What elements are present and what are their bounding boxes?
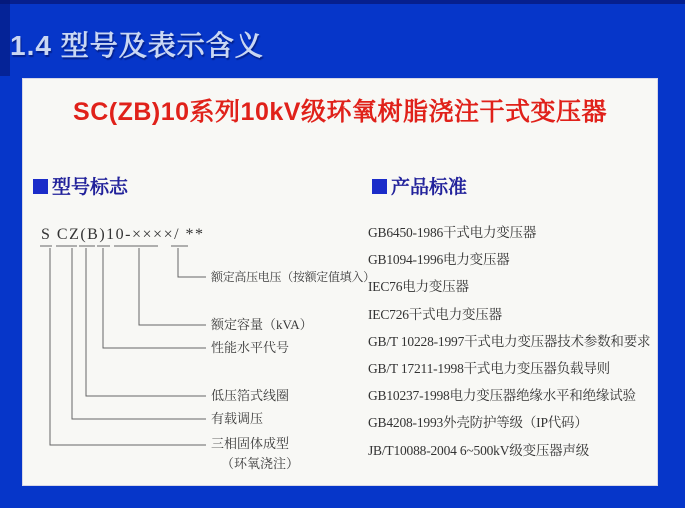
model-label-rated-hv: 额定高压电压（按额定值填入） — [211, 270, 375, 284]
standard-item: JB/T10088-2004 6~500kV级变压器声级 — [368, 442, 590, 458]
model-label-lv-foil-winding: 低压箔式线圈 — [211, 388, 290, 403]
standard-item: GB6450-1986干式电力变压器 — [368, 225, 537, 240]
model-label-epoxy-cast: （环氧浇注） — [221, 456, 300, 471]
model-label-rated-capacity: 额定容量（kVA） — [211, 317, 313, 332]
standards-section-title: 产品标准 — [391, 177, 468, 198]
standard-item: GB/T 17211-1998干式电力变压器负载导则 — [368, 360, 610, 376]
model-code: S CZ(B)10-××××/ ** — [41, 226, 205, 243]
standard-item: GB4208-1993外壳防护等级（IP代码） — [368, 415, 588, 431]
standard-item: GB1094-1996电力变压器 — [368, 252, 510, 268]
standards-section-header — [372, 172, 467, 199]
section-bullet-icon — [372, 179, 387, 194]
standard-item: GB/T 10228-1997干式电力变压器技术参数和要求 — [368, 333, 651, 349]
model-label-performance-code: 性能水平代号 — [211, 340, 290, 355]
model-section-header — [33, 172, 128, 199]
standard-item: IEC76电力变压器 — [368, 279, 469, 295]
model-label-on-load-tap: 有载调压 — [211, 411, 264, 426]
model-section-title: 型号标志 — [52, 177, 129, 198]
slide-header — [0, 0, 685, 76]
model-label-three-phase-solid: 三相固体成型 — [211, 436, 290, 451]
standard-item: GB10237-1998电力变压器绝缘水平和绝缘试验 — [368, 388, 636, 404]
standard-item: IEC726干式电力变压器 — [368, 306, 502, 322]
standards-list — [368, 219, 660, 464]
section-bullet-icon — [33, 179, 48, 194]
slide-title: 1.4 型号及表示含义 — [10, 30, 264, 61]
banner-title: SC(ZB)10系列10kV级环氧树脂浇注干式变压器 — [73, 98, 607, 126]
